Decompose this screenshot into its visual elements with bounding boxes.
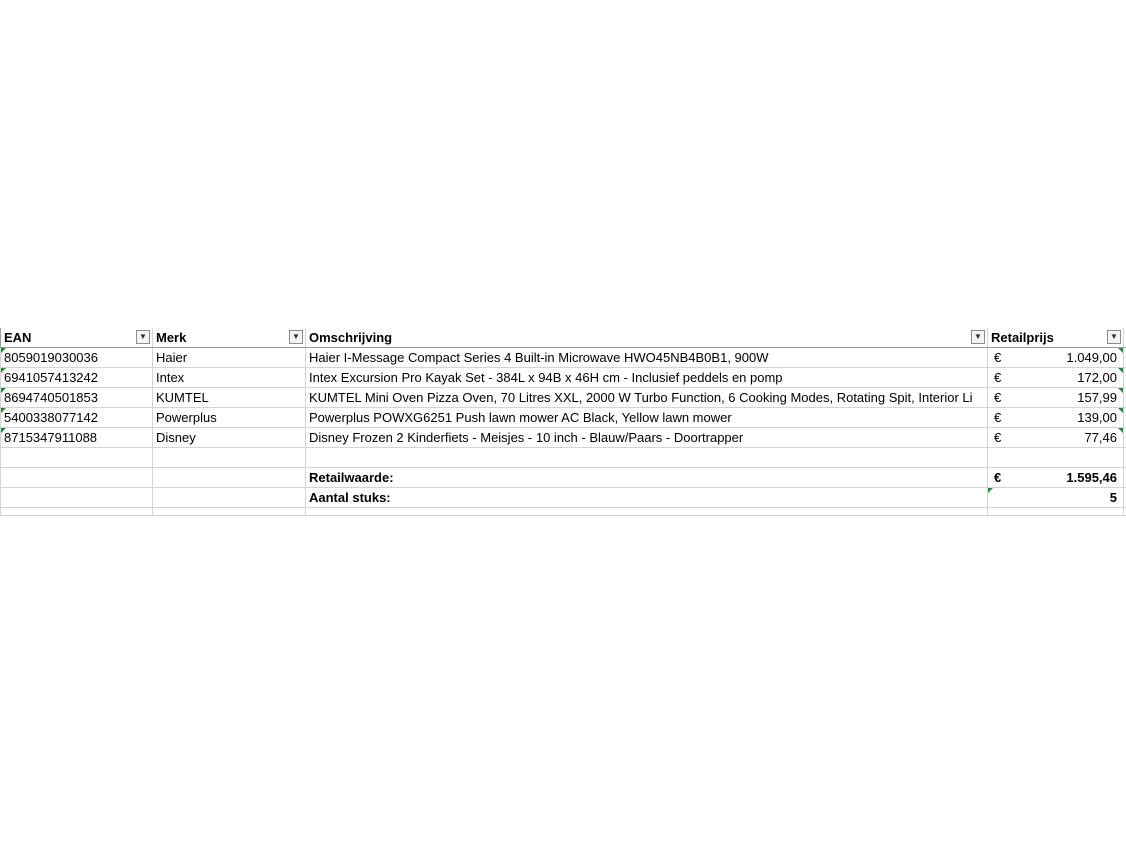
cell-ean[interactable] xyxy=(0,368,153,387)
ean-value: 8715347911088 xyxy=(4,430,98,445)
omschrijving-value: Haier I-Message Compact Series 4 Built-in Microwave HWO45NB4B0B1, 900W xyxy=(309,350,769,365)
spreadsheet-table xyxy=(0,328,1126,516)
merk-value: Disney xyxy=(156,430,196,445)
retailwaarde-label: Retailwaarde: xyxy=(309,470,394,485)
empty-row xyxy=(0,508,1126,516)
aantal-label-cell[interactable] xyxy=(306,488,988,507)
error-indicator-icon xyxy=(1118,408,1123,413)
cell-ean[interactable] xyxy=(0,348,153,367)
error-indicator-icon xyxy=(1,368,6,373)
table-row xyxy=(0,368,1126,388)
cell-retailprijs[interactable] xyxy=(988,348,1124,367)
currency-symbol: € xyxy=(994,390,1002,405)
cell-merk[interactable] xyxy=(153,348,306,367)
cell-omschrijving[interactable] xyxy=(306,368,988,387)
header-label-retailprijs: Retailprijs xyxy=(991,330,1054,345)
price-value: 139,00 xyxy=(1077,410,1117,425)
error-indicator-icon xyxy=(1118,388,1123,393)
cell-merk[interactable] xyxy=(153,408,306,427)
cell-empty[interactable] xyxy=(153,448,306,467)
cell-omschrijving[interactable] xyxy=(306,428,988,447)
cell-empty[interactable] xyxy=(0,488,153,507)
merk-value: Haier xyxy=(156,350,188,365)
filter-dropdown-icon[interactable]: ▼ xyxy=(1107,330,1121,344)
error-indicator-icon xyxy=(1,428,6,433)
error-indicator-icon xyxy=(1118,428,1123,433)
ean-value: 5400338077142 xyxy=(4,410,98,425)
error-indicator-icon xyxy=(1118,368,1123,373)
cell-merk[interactable] xyxy=(153,368,306,387)
cell-empty[interactable] xyxy=(988,448,1124,467)
aantal-value: 5 xyxy=(1109,490,1117,505)
summary-row-retailwaarde xyxy=(0,468,1126,488)
cell-empty[interactable] xyxy=(153,468,306,487)
header-label-ean: EAN xyxy=(4,330,32,345)
currency-symbol: € xyxy=(994,370,1002,385)
omschrijving-value: Powerplus POWXG6251 Push lawn mower AC Black, Yellow lawn mower xyxy=(309,410,732,425)
header-label-merk: Merk xyxy=(156,330,187,345)
price-value: 157,99 xyxy=(1077,390,1117,405)
cell-empty[interactable] xyxy=(306,508,988,515)
cell-empty[interactable] xyxy=(0,448,153,467)
table-row xyxy=(0,428,1126,448)
header-cell-merk[interactable] xyxy=(153,328,306,347)
currency-symbol: € xyxy=(994,470,1002,485)
filter-dropdown-icon[interactable]: ▼ xyxy=(136,330,150,344)
retailwaarde-label-cell[interactable] xyxy=(306,468,988,487)
ean-value: 8059019030036 xyxy=(4,350,98,365)
filter-dropdown-icon[interactable]: ▼ xyxy=(289,330,303,344)
filter-dropdown-icon[interactable]: ▼ xyxy=(971,330,985,344)
cell-empty[interactable] xyxy=(153,508,306,515)
header-cell-retailprijs[interactable] xyxy=(988,328,1124,347)
cell-empty[interactable] xyxy=(0,468,153,487)
error-indicator-icon xyxy=(1,348,6,353)
cell-merk[interactable] xyxy=(153,428,306,447)
cell-merk[interactable] xyxy=(153,388,306,407)
omschrijving-value: Disney Frozen 2 Kinderfiets - Meisjes - 10 inch - Blauw/Paars - Doortrapper xyxy=(309,430,744,445)
omschrijving-value: KUMTEL Mini Oven Pizza Oven, 70 Litres XXL, 2000 W Turbo Function, 6 Cooking Modes, Rotating Spit, Interior Li xyxy=(309,390,973,405)
price-value: 77,46 xyxy=(1084,430,1117,445)
cell-retailprijs[interactable] xyxy=(988,408,1124,427)
cell-omschrijving[interactable] xyxy=(306,388,988,407)
aantal-value-cell[interactable] xyxy=(988,488,1124,507)
error-indicator-icon xyxy=(1,408,6,413)
cell-empty[interactable] xyxy=(0,508,153,515)
merk-value: Intex xyxy=(156,370,185,385)
cell-ean[interactable] xyxy=(0,388,153,407)
retailwaarde-value-cell[interactable] xyxy=(988,468,1124,487)
cell-ean[interactable] xyxy=(0,408,153,427)
price-value: 172,00 xyxy=(1077,370,1117,385)
merk-value: Powerplus xyxy=(156,410,217,425)
retailwaarde-value: 1.595,46 xyxy=(1066,470,1117,485)
merk-value: KUMTEL xyxy=(156,390,209,405)
price-value: 1.049,00 xyxy=(1066,350,1117,365)
cell-omschrijving[interactable] xyxy=(306,408,988,427)
summary-row-aantal xyxy=(0,488,1126,508)
currency-symbol: € xyxy=(994,410,1002,425)
table-row xyxy=(0,408,1126,428)
header-cell-ean[interactable] xyxy=(0,328,153,347)
cell-empty[interactable] xyxy=(306,448,988,467)
ean-value: 8694740501853 xyxy=(4,390,98,405)
empty-row xyxy=(0,448,1126,468)
currency-symbol: € xyxy=(994,430,1002,445)
ean-value: 6941057413242 xyxy=(4,370,98,385)
error-indicator-icon xyxy=(988,488,993,493)
cell-omschrijving[interactable] xyxy=(306,348,988,367)
cell-ean[interactable] xyxy=(0,428,153,447)
cell-empty[interactable] xyxy=(988,508,1124,515)
cell-retailprijs[interactable] xyxy=(988,388,1124,407)
aantal-label: Aantal stuks: xyxy=(309,490,391,505)
error-indicator-icon xyxy=(1118,348,1123,353)
header-cell-omschrijving[interactable] xyxy=(306,328,988,347)
error-indicator-icon xyxy=(1,388,6,393)
header-row xyxy=(0,328,1126,348)
cell-retailprijs[interactable] xyxy=(988,428,1124,447)
cell-retailprijs[interactable] xyxy=(988,368,1124,387)
omschrijving-value: Intex Excursion Pro Kayak Set - 384L x 94B x 46H cm - Inclusief peddels en pomp xyxy=(309,370,783,385)
table-row xyxy=(0,388,1126,408)
header-label-omschrijving: Omschrijving xyxy=(309,330,393,345)
currency-symbol: € xyxy=(994,350,1002,365)
table-row xyxy=(0,348,1126,368)
cell-empty[interactable] xyxy=(153,488,306,507)
